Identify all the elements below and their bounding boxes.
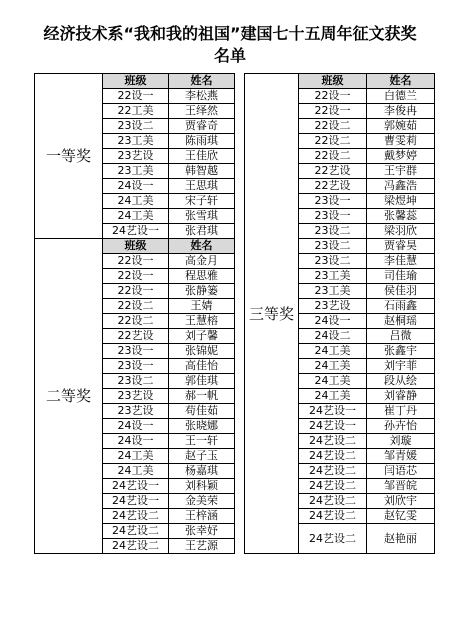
name-cell: 闫语芯 <box>367 464 435 479</box>
name-cell: 段从绘 <box>367 374 435 389</box>
class-cell: 24工美 <box>103 464 169 479</box>
class-cell: 23工美 <box>299 269 367 284</box>
class-cell: 24设一 <box>103 419 169 434</box>
class-cell: 24艺设一 <box>103 479 169 494</box>
name-cell: 王婧 <box>169 299 235 314</box>
class-cell: 22设一 <box>103 254 169 269</box>
name-cell: 程思雅 <box>169 269 235 284</box>
class-cell: 24艺设二 <box>299 479 367 494</box>
class-cell: 22设二 <box>299 149 367 164</box>
name-cell: 刘科颖 <box>169 479 235 494</box>
name-cell: 张君琪 <box>169 224 235 239</box>
class-cell: 23艺设 <box>103 149 169 164</box>
name-cell: 郭婉茹 <box>367 119 435 134</box>
class-cell: 24设二 <box>299 329 367 344</box>
class-cell: 22设二 <box>103 299 169 314</box>
class-cell: 23设二 <box>103 119 169 134</box>
class-cell: 23设一 <box>299 194 367 209</box>
name-cell: 张静篓 <box>169 284 235 299</box>
document-title: 经济技术系“我和我的祖国”建国七十五周年征文获奖 <box>43 24 417 43</box>
name-cell: 王绎然 <box>169 104 235 119</box>
name-cell: 赵桐瑶 <box>367 314 435 329</box>
name-cell: 梁羽欣 <box>367 224 435 239</box>
name-header: 姓名 <box>169 239 235 254</box>
name-cell: 梁煜坤 <box>367 194 435 209</box>
name-cell: 刘璇 <box>367 434 435 449</box>
name-cell: 邹晋皖 <box>367 479 435 494</box>
name-cell: 侯佳羽 <box>367 284 435 299</box>
class-header: 班级 <box>299 74 367 89</box>
name-cell: 郝一帆 <box>169 389 235 404</box>
name-cell: 曹雯莉 <box>367 134 435 149</box>
class-cell: 23设一 <box>103 359 169 374</box>
name-cell: 韩智越 <box>169 164 235 179</box>
class-cell: 22艺设 <box>103 329 169 344</box>
name-cell: 王艺源 <box>169 539 235 554</box>
name-cell: 李俊冉 <box>367 104 435 119</box>
class-cell: 24工美 <box>299 344 367 359</box>
left-award-table <box>34 73 235 554</box>
third-prize-award-label: 三等奖 <box>245 74 299 554</box>
name-cell: 张鑫宇 <box>367 344 435 359</box>
class-cell: 24艺设二 <box>299 509 367 524</box>
first-prize-award-label: 一等奖 <box>35 74 103 239</box>
name-cell: 李松燕 <box>169 89 235 104</box>
name-cell: 吕微 <box>367 329 435 344</box>
class-cell: 24设一 <box>103 179 169 194</box>
name-cell: 王一轩 <box>169 434 235 449</box>
name-cell: 张锦妮 <box>169 344 235 359</box>
class-cell: 24工美 <box>299 374 367 389</box>
name-cell: 邹青媛 <box>367 449 435 464</box>
document-title-continued: 名单 <box>213 46 246 65</box>
class-cell: 24艺设二 <box>299 449 367 464</box>
class-cell: 22设二 <box>299 119 367 134</box>
name-cell: 杨嘉琪 <box>169 464 235 479</box>
class-cell: 24工美 <box>103 194 169 209</box>
class-cell: 22设一 <box>103 284 169 299</box>
name-cell: 苟佳茹 <box>169 404 235 419</box>
name-cell: 戴梦婷 <box>367 149 435 164</box>
name-header: 姓名 <box>169 74 235 89</box>
name-cell: 张幸妤 <box>169 524 235 539</box>
name-cell: 李佳慧 <box>367 254 435 269</box>
name-cell: 司佳瑜 <box>367 269 435 284</box>
class-cell: 24艺设二 <box>103 524 169 539</box>
class-cell: 24艺设二 <box>103 539 169 554</box>
class-cell: 22工美 <box>103 104 169 119</box>
class-cell: 23设一 <box>299 209 367 224</box>
class-cell: 24艺设二 <box>299 464 367 479</box>
class-cell: 22设二 <box>103 314 169 329</box>
name-cell: 张馨蕊 <box>367 209 435 224</box>
class-cell: 23工美 <box>103 164 169 179</box>
class-cell: 24艺设一 <box>103 494 169 509</box>
first-prize-header-row <box>35 74 235 89</box>
class-cell: 24工美 <box>299 389 367 404</box>
class-cell: 24艺设二 <box>299 524 367 554</box>
name-cell: 张晓娜 <box>169 419 235 434</box>
class-cell: 24设一 <box>103 434 169 449</box>
second-prize-award-label: 二等奖 <box>35 239 103 554</box>
class-cell: 22设二 <box>299 134 367 149</box>
class-cell: 22设一 <box>299 89 367 104</box>
class-cell: 22设一 <box>103 269 169 284</box>
name-cell: 王梓涵 <box>169 509 235 524</box>
class-header: 班级 <box>103 74 169 89</box>
name-cell: 王思琪 <box>169 179 235 194</box>
class-cell: 23工美 <box>103 134 169 149</box>
class-cell: 23艺设 <box>299 299 367 314</box>
name-cell: 张雪琪 <box>169 209 235 224</box>
class-cell: 24工美 <box>299 359 367 374</box>
name-cell: 赵艳丽 <box>367 524 435 554</box>
name-cell: 赵钇雯 <box>367 509 435 524</box>
name-cell: 王宇群 <box>367 164 435 179</box>
name-cell: 王慧榕 <box>169 314 235 329</box>
name-cell: 孙卉怡 <box>367 419 435 434</box>
name-cell: 贾睿昊 <box>367 239 435 254</box>
name-cell: 王佳欣 <box>169 149 235 164</box>
class-cell: 23设一 <box>103 344 169 359</box>
class-header: 班级 <box>103 239 169 254</box>
class-cell: 24艺设一 <box>299 404 367 419</box>
class-cell: 24工美 <box>103 209 169 224</box>
name-cell: 刘子馨 <box>169 329 235 344</box>
class-cell: 22艺设 <box>299 179 367 194</box>
name-cell: 金美荣 <box>169 494 235 509</box>
name-cell: 刘欣宇 <box>367 494 435 509</box>
name-header: 姓名 <box>367 74 435 89</box>
class-cell: 23工美 <box>299 284 367 299</box>
name-cell: 贾睿奇 <box>169 119 235 134</box>
name-cell: 赵子玉 <box>169 449 235 464</box>
name-cell: 白德兰 <box>367 89 435 104</box>
class-cell: 22艺设 <box>299 164 367 179</box>
third-prize-header-row <box>245 74 435 89</box>
class-cell: 22设一 <box>299 104 367 119</box>
class-cell: 24工美 <box>103 449 169 464</box>
class-cell: 24艺设二 <box>299 434 367 449</box>
name-cell: 冯鑫浩 <box>367 179 435 194</box>
name-cell: 高金月 <box>169 254 235 269</box>
name-cell: 刘宇菲 <box>367 359 435 374</box>
class-cell: 24艺设二 <box>103 509 169 524</box>
name-cell: 郭佳琪 <box>169 374 235 389</box>
class-cell: 23设二 <box>299 224 367 239</box>
name-cell: 石雨鑫 <box>367 299 435 314</box>
class-cell: 22设一 <box>103 89 169 104</box>
class-cell: 23艺设 <box>103 389 169 404</box>
name-cell: 崔丁丹 <box>367 404 435 419</box>
name-cell: 高佳怡 <box>169 359 235 374</box>
name-cell: 刘睿静 <box>367 389 435 404</box>
class-cell: 23设二 <box>299 239 367 254</box>
name-cell: 宋子轩 <box>169 194 235 209</box>
name-cell: 陈雨琪 <box>169 134 235 149</box>
class-cell: 23设二 <box>103 374 169 389</box>
class-cell: 23艺设 <box>103 404 169 419</box>
class-cell: 24艺设一 <box>299 419 367 434</box>
class-cell: 23设二 <box>299 254 367 269</box>
right-award-table <box>244 73 435 554</box>
second-prize-header-row <box>35 239 235 254</box>
class-cell: 24艺设二 <box>299 494 367 509</box>
class-cell: 24设一 <box>299 314 367 329</box>
class-cell: 24艺设一 <box>103 224 169 239</box>
